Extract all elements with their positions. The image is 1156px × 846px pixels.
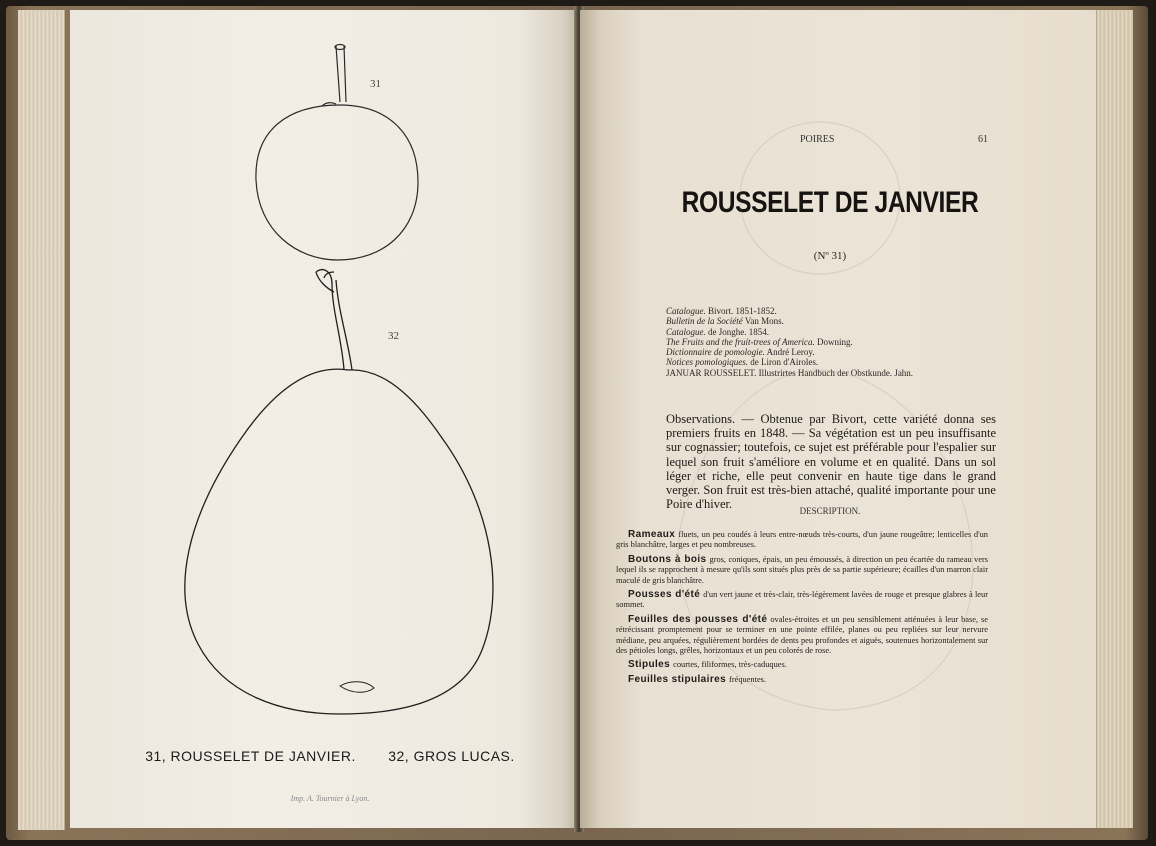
reference-item: Catalogue. de Jonghe. 1854. (666, 326, 769, 337)
references-list (666, 306, 913, 378)
figure-32-number: 32 (388, 330, 399, 342)
reference-item: Catalogue. Bivort. 1851-1852. (666, 306, 777, 316)
description-entry: Feuilles stipulaires fréquentes. (628, 673, 767, 685)
description-entry: Stipules courtes, filiformes, très-caduques. (628, 659, 787, 671)
pear-32-drawing (185, 270, 493, 714)
reference-item: Notices pomologiques. de Liron d'Airoles. (666, 357, 819, 368)
caption-31: 31, ROUSSELET DE JANVIER. (145, 748, 356, 764)
left-page-plate (70, 10, 578, 828)
caption-32: 32, GROS LUCAS. (388, 748, 515, 764)
observations-paragraph: Observations. — Obtenue par Bivort, cette variété donna ses premiers fruits en 1848. — Sa végétation est un peu insuffisante sur cognassier; toutefois, ce sujet est préférable pour l'espalier sur lequel son fruit s'améliore en volume et en qualité. Dans un sol léger et riche, elle peut convenir en haute tige dans le grand verger. Son fruit est très-bien attaché, qualité importante pour une Poire d'hiver. (666, 412, 996, 512)
description-entry: Pousses d'été d'un vert jaune et très-clair, très-légèrement lavées de rouge et presque glabres à leur sommet. (616, 589, 989, 610)
printer-imprint: Imp. A. Tournier à Lyon. (290, 794, 370, 803)
reference-item: The Fruits and the fruit-trees of America. Downing. (666, 336, 853, 347)
right-page-text (580, 10, 1096, 828)
reference-item: Dictionnaire de pomologie. André Leroy. (666, 347, 815, 358)
page-title: ROUSSELET DE JANVIER (681, 186, 979, 219)
description-entry: Feuilles des pousses d'été ovales-étroites et un peu sensiblement atténuées à leur base, se rétrécissant promptement pour se terminer en une pointe effilée, planes ou peu repliées sur leur nervure médiane, peu arquées, régulièrement bordées de dents peu profondes et aiguës, soutenues horizontalement sur des pétioles longs, grêles, horizontaux et un peu colorés de rose. (616, 613, 988, 656)
pear-illustrations (70, 10, 578, 828)
running-head: POIRES (800, 134, 835, 145)
description-heading: DESCRIPTION. (799, 506, 861, 516)
figure-31-number: 31 (370, 78, 381, 90)
description-entry: Boutons à bois gros, coniques, épais, un peu émoussés, à direction un peu écartée du rameau vers lequel ils se rapprochent à mesure qu'ils sont situés plus près de sa partie supérieure; écailles d'un marron clair maculé de gris blanchâtre. (616, 553, 989, 585)
variety-number: (Nº 31) (813, 250, 847, 262)
page-edges-left (18, 10, 65, 830)
description-entry: Rameaux fluets, un peu coudés à leurs entre-nœuds très-courts, d'un jaune rougeâtre; lenticelles d'un gris blanchâtre, larges et peu nombreuses. (616, 529, 988, 550)
reference-item: JANUAR ROUSSELET. Illustrirtes Handbuch der Obstkunde. Jahn. (666, 367, 914, 378)
page-edges-right (1096, 10, 1133, 828)
page-number: 61 (978, 134, 988, 145)
pear-31-drawing (256, 45, 418, 261)
plate-caption (70, 748, 578, 764)
description-body (616, 530, 988, 689)
reference-item: Bulletin de la Société Van Mons. (666, 316, 784, 327)
